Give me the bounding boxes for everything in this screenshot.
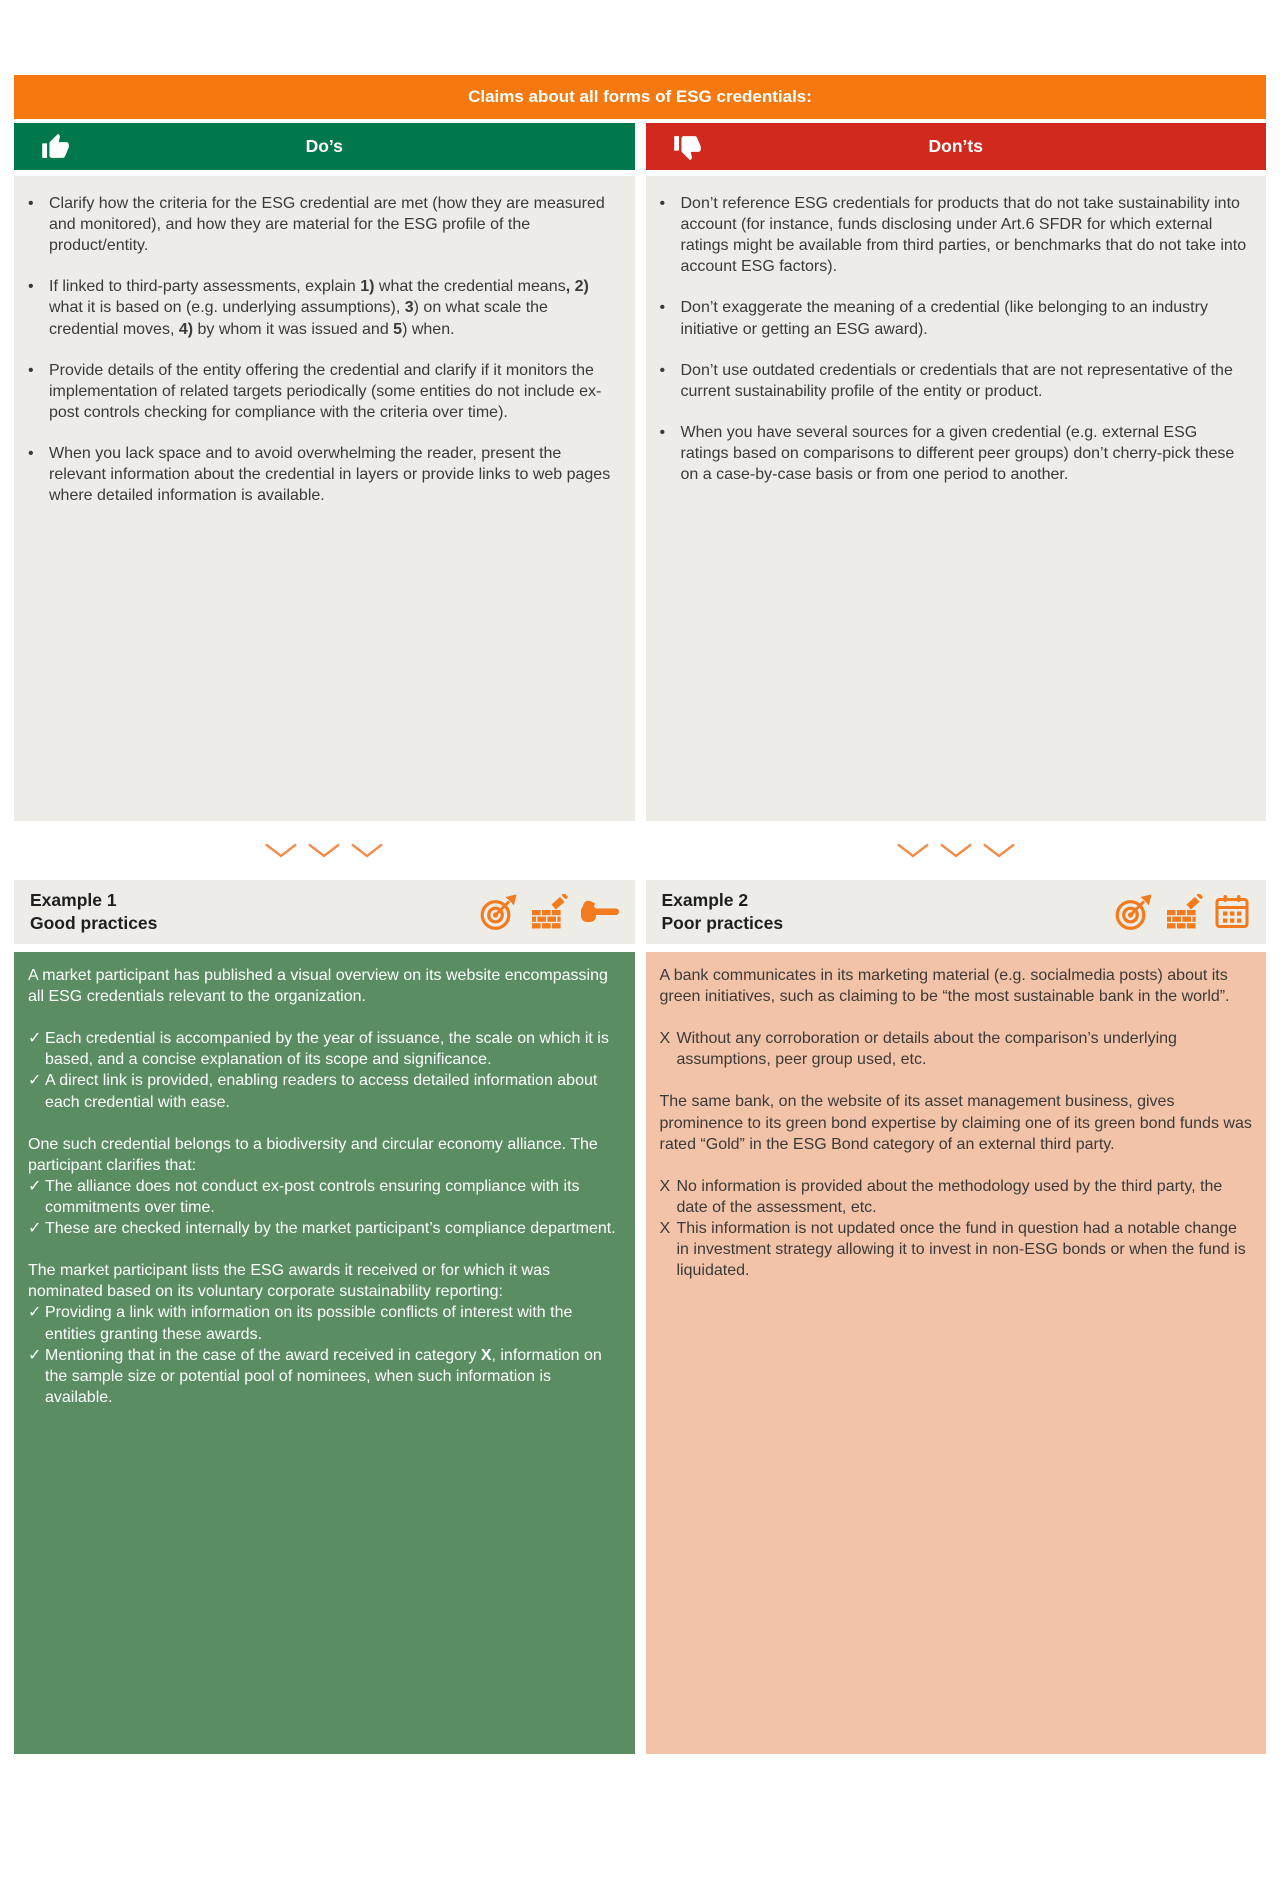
calendar-icon bbox=[1214, 894, 1252, 930]
bullet-text: Provide details of the entity offering the credential and clarify if it monitors the implementation of related targets periodically (some entities do not include ex-post controls checking for compliance with the criteria over time). bbox=[49, 361, 602, 421]
brick-wall-icon bbox=[529, 894, 569, 930]
item-text: The alliance does not conduct ex-post controls ensuring compliance with its commitments over time. bbox=[45, 1177, 580, 1216]
target-icon bbox=[1114, 894, 1154, 931]
bullet-text: When you have several sources for a given credential (e.g. external ESG ratings based on comparisons to different peer groups) don’t cherry-pick these on a case-by-case basis or from one period to another. bbox=[680, 423, 1235, 484]
chevron-down-icon bbox=[307, 842, 341, 859]
bullet-text: Don’t exaggerate the meaning of a credential (like belonging to an industry initiative or getting an ESG award). bbox=[680, 299, 1208, 338]
example2-header bbox=[646, 880, 1267, 944]
item-text: Without any corroboration or details about the comparison’s underlying assumptions, peer group used, etc. bbox=[676, 1030, 1177, 1069]
thumbs-up-icon bbox=[40, 132, 71, 161]
donts-title: Don’ts bbox=[928, 136, 983, 156]
item-text: Each credential is accompanied by the year of issuance, the scale on which it is based, and a concise explanation of its scope and significance. bbox=[45, 1030, 609, 1069]
dos-chevrons bbox=[14, 842, 635, 859]
paragraph: The market participant lists the ESG awards it received or for which it was nominated based on its voluntary corporate sustainability reporting: bbox=[28, 1262, 550, 1301]
check-marker: ✓ bbox=[28, 1177, 42, 1195]
bullet-marker: • bbox=[28, 444, 34, 462]
bullet-text: If linked to third-party assessments, explain 1) what the credential means, 2) what it is based on (e.g. underlying assumptions), 3) on what scale the credential moves, 4) by whom it was issued and 5) when. bbox=[49, 278, 589, 338]
pointing-hand-icon bbox=[579, 898, 621, 926]
bullet-text: Don’t use outdated credentials or credentials that are not representative of the current sustainability profile of the entity or product. bbox=[680, 361, 1233, 400]
dos-header bbox=[14, 123, 635, 170]
donts-list bbox=[646, 176, 1267, 821]
bullet-text: Don’t reference ESG credentials for products that do not take sustainability into account (for instance, funds disclosing under Art.6 SFDR for which external ratings might be available from third parties, or benchmarks that do not take into account ESG factors). bbox=[680, 195, 1247, 276]
bullet-text: Clarify how the criteria for the ESG credential are met (how they are measured and monitored), and how they are material for the ESG profile of the product/entity. bbox=[49, 195, 605, 255]
bullet-item bbox=[28, 276, 619, 339]
x-item bbox=[660, 1028, 1253, 1070]
bullet-item bbox=[660, 193, 1251, 277]
chevron-separator-row bbox=[14, 821, 1266, 880]
item-text: A direct link is provided, enabling readers to access detailed information about each credential with ease. bbox=[45, 1072, 598, 1111]
bullet-item bbox=[660, 422, 1251, 485]
check-marker: ✓ bbox=[28, 1072, 42, 1090]
check-item bbox=[28, 1070, 621, 1112]
check-marker: ✓ bbox=[28, 1220, 42, 1238]
example1-header bbox=[14, 880, 635, 944]
example1-title: Example 1 Good practices bbox=[30, 890, 158, 933]
check-marker: ✓ bbox=[28, 1346, 42, 1364]
chevron-down-icon bbox=[896, 842, 930, 859]
claims-banner-title: Claims about all forms of ESG credentials: bbox=[468, 87, 812, 106]
example2-title: Example 2 Poor practices bbox=[661, 890, 784, 933]
chevron-down-icon bbox=[939, 842, 973, 859]
bullet-marker: • bbox=[659, 299, 666, 317]
example-headers bbox=[14, 880, 1266, 944]
x-marker: X bbox=[659, 1030, 671, 1048]
x-marker: X bbox=[659, 1177, 671, 1195]
chevron-down-icon bbox=[264, 842, 298, 859]
donts-chevrons bbox=[646, 842, 1267, 859]
example-bodies bbox=[14, 952, 1266, 1754]
check-item bbox=[28, 1218, 621, 1239]
page-content bbox=[14, 75, 1266, 1754]
chevron-down-icon bbox=[982, 842, 1016, 859]
item-text: Providing a link with information on its possible conflicts of interest with the entities granting these awards. bbox=[45, 1304, 573, 1343]
claims-banner bbox=[14, 75, 1266, 119]
bullet-marker: • bbox=[28, 278, 34, 296]
item-text: No information is provided about the methodology used by the third party, the date of the assessment, etc. bbox=[676, 1177, 1223, 1216]
bullet-marker: • bbox=[28, 195, 34, 212]
bullet-text: When you lack space and to avoid overwhelming the reader, present the relevant information about the credential in layers or provide links to web pages where detailed information is available. bbox=[49, 444, 611, 505]
target-icon bbox=[479, 894, 519, 931]
donts-column bbox=[646, 123, 1267, 821]
example1-icons bbox=[479, 894, 621, 931]
brick-wall-icon bbox=[1164, 894, 1204, 930]
bullet-marker: • bbox=[659, 361, 666, 379]
x-item bbox=[660, 1176, 1253, 1218]
paragraph: A market participant has published a visual overview on its website encompassing all ESG credentials relevant to the organization. bbox=[28, 967, 608, 1006]
check-item bbox=[28, 1302, 621, 1344]
paragraph: One such credential belongs to a biodiversity and circular economy alliance. The participant clarifies that: bbox=[28, 1135, 598, 1174]
bullet-marker: • bbox=[28, 361, 34, 379]
paragraph: A bank communicates in its marketing material (e.g. socialmedia posts) about its green initiatives, such as claiming to be “the most sustainable bank in the world”. bbox=[659, 967, 1230, 1006]
check-item bbox=[28, 1345, 621, 1408]
bullet-marker: • bbox=[659, 195, 666, 212]
bullet-item bbox=[28, 193, 619, 256]
item-text: Mentioning that in the case of the award received in category X, information on the sample size or potential pool of nominees, when such information is available. bbox=[45, 1346, 602, 1406]
item-text: These are checked internally by the market participant’s compliance department. bbox=[45, 1220, 616, 1238]
check-marker: ✓ bbox=[28, 1304, 42, 1322]
dos-donts-columns bbox=[14, 123, 1266, 821]
check-item bbox=[28, 1028, 621, 1070]
x-marker: X bbox=[659, 1219, 671, 1237]
x-item bbox=[660, 1218, 1253, 1281]
bullet-item bbox=[660, 360, 1251, 402]
donts-header bbox=[646, 123, 1267, 170]
bullet-item bbox=[28, 443, 619, 506]
check-marker: ✓ bbox=[28, 1030, 42, 1048]
chevron-down-icon bbox=[350, 842, 384, 859]
bullet-item bbox=[28, 360, 619, 423]
paragraph: The same bank, on the website of its asset management business, gives prominence to its green bond expertise by claiming one of its green bond funds was rated “Gold” in the ESG Bond category of an external third party. bbox=[659, 1093, 1252, 1153]
bullet-marker: • bbox=[659, 423, 666, 441]
example2-icons bbox=[1114, 894, 1252, 931]
thumbs-down-icon bbox=[672, 132, 703, 161]
example2-poor-practices-body bbox=[646, 952, 1267, 1754]
bullet-item bbox=[660, 297, 1251, 339]
example1-good-practices-body bbox=[14, 952, 635, 1754]
dos-list bbox=[14, 176, 635, 821]
check-item bbox=[28, 1176, 621, 1218]
item-text: This information is not updated once the fund in question had a notable change in investment strategy allowing it to invest in non-ESG bonds or when the fund is liquidated. bbox=[676, 1219, 1246, 1280]
dos-title: Do’s bbox=[305, 136, 343, 156]
dos-column bbox=[14, 123, 635, 821]
